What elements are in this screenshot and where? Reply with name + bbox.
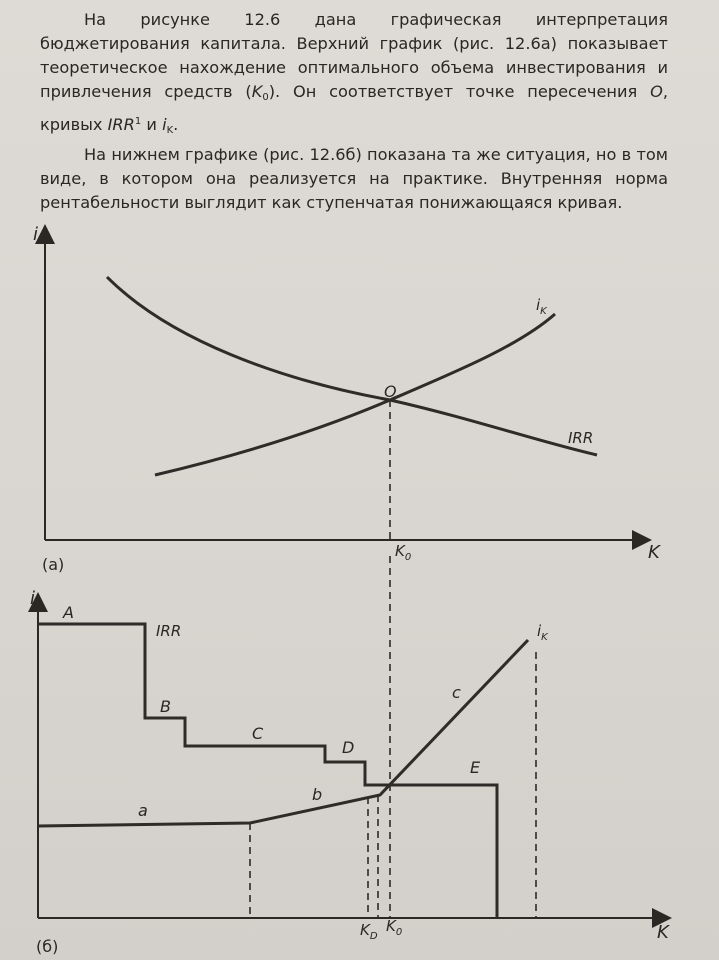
figure-b-k0-label: $K_0$ [386, 917, 403, 938]
figure-b-ik-label: $i_K$ [537, 622, 548, 643]
figure-a-irr-label: IRR [568, 429, 594, 447]
figure-a-k0-label: $K_0$ [395, 542, 412, 563]
figure-b [30, 588, 670, 956]
figure-b-step-e: E [470, 758, 481, 777]
figure-b-step-d: D [342, 738, 355, 757]
figure-a-irr-curve [107, 277, 597, 455]
figure-a-x-label: K [648, 542, 660, 563]
figure-a [33, 224, 661, 574]
figure-b-x-label: K [657, 922, 669, 943]
figure-b-y-label: i [30, 588, 36, 609]
figure-b-cost-b: b [312, 785, 323, 804]
figure-a-ik-label: $i_K$ [536, 296, 547, 317]
figure-a-y-label: i [33, 224, 39, 245]
figure-b-irr-label: IRR [156, 622, 182, 640]
figure-b-ik-curve [38, 640, 528, 826]
paragraph-1: На рисунке 12.6 дана графическая интерпретация бюджетирования капитала. Верхний график (рис. 12.6а) показывает теоретическое нахождение оптимального объема инвестирования и привлечения средств $(K_0)$. Он соответствует точке пересечения O, кривых IRR$^1$ и $i_K$. [40, 10, 668, 136]
figure-b-kd-label: $K_D$ [360, 921, 378, 942]
figure-a-point-o: O [384, 382, 397, 401]
figure-b-step-b: B [160, 697, 171, 716]
figure-b-step-c: C [252, 724, 264, 743]
figure-b-panel-label: (б) [36, 937, 59, 956]
figure-a-panel-label: (a) [42, 555, 65, 574]
figure-b-cost-a: a [138, 801, 148, 820]
paragraph-2: На нижнем графике (рис. 12.6б) показана та же ситуация, но в том виде, в котором она реализуется на практике. Внутренняя норма рентабельности выглядит как ступенчатая понижающаяся кривая. [40, 145, 668, 212]
figure-b-step-a: A [63, 603, 74, 622]
figure-b-cost-c: c [452, 683, 461, 702]
figure-b-irr-step-curve [38, 624, 497, 918]
